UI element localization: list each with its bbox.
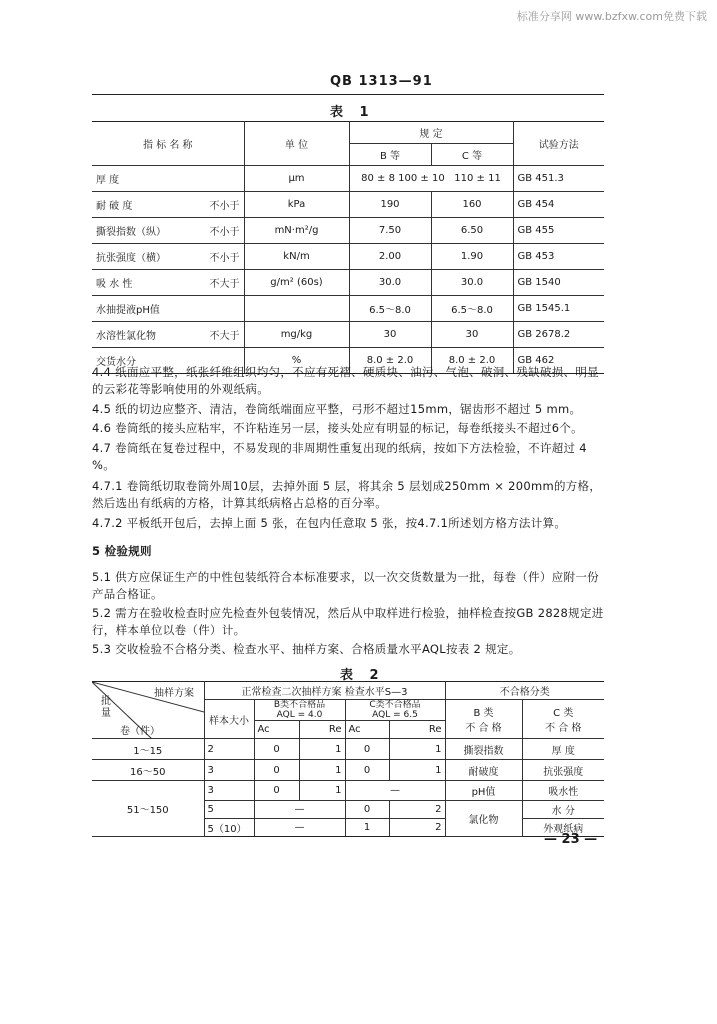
th-b-class-sub: 不 合 格 [465,723,502,734]
paragraph-4-7-1: 4.7.1 卷筒纸切取卷筒外周10层，去掉外面 5 层，将其余 5 层划成250mm × 200mm的方格，然后选出有纸病的方格，计算其纸病格占总格的百分率。 [92,479,602,510]
c-ac-cell: 0 [345,760,389,781]
method-cell: GB 462 [513,348,604,374]
th-b-ac: Ac [254,721,299,739]
indicator-name: 撕裂指数（纵） [96,227,166,238]
c-re-cell: 2 [389,819,445,837]
unit-cell: kPa [244,192,349,218]
c-ac-cell: 0 [345,739,389,760]
grade-c-cell: 30 [431,322,513,348]
th-method: 试验方法 [513,122,604,166]
table-row [92,296,604,322]
sample-size-cell: 3 [204,760,254,781]
th-b-class: B 类 [473,708,494,719]
sample-size-cell: 3 [204,781,254,801]
grade-c-cell: 6.5～8.0 [431,296,513,322]
sample-size-cell: 5 [204,801,254,819]
method-cell: GB 455 [513,218,604,244]
b-re-cell: 1 [299,781,345,801]
indicator-limit: 不大于 [209,331,240,342]
table-row [92,218,604,244]
batch-cell: 1～15 [92,739,204,760]
table1-title: 表 1 [330,105,375,120]
th-sample-size: 样本大小 [204,700,254,739]
paragraph-5-1: 5.1 供方应保证生产的中性包装纸符合本标准要求，以一次交货数量为一批，每卷（件）应附一份产品合格证。 [92,570,599,601]
indicator-name: 耐 破 度 [96,201,133,212]
unit-cell: g/m² (60s) [244,270,349,296]
table-row [92,760,604,781]
diagonal-header-cell [92,682,204,739]
unit-cell: % [244,348,349,374]
th-b-aql: AQL = 4.0 [276,710,323,720]
b-dash-cell: — [254,801,345,819]
grade-b-cell: 190 [349,192,431,218]
indicator-name: 交货水分 [96,357,136,368]
grade-c-cell: 110 ± 11 [454,173,501,184]
batch-cell: 16～50 [92,760,204,781]
th-c-aql: AQL = 6.5 [372,710,418,720]
method-cell: GB 1545.1 [513,296,604,322]
table-row [92,192,604,218]
th-c-class-sub: 不 合 格 [545,723,582,734]
b-ac-cell: 0 [254,760,299,781]
indicator-limit: 不小于 [209,201,240,212]
unit-cell [244,296,349,322]
batch-cell: 51～150 [92,781,204,837]
b-class-item: 氯化物 [445,801,522,837]
c-re-cell: 2 [389,801,445,819]
method-cell: GB 451.3 [513,166,604,192]
grade-b-cell: 8.0 ± 2.0 [349,348,431,374]
method-cell: GB 453 [513,244,604,270]
grade-b-cell: 7.50 [349,218,431,244]
unit-cell: kN/m [244,244,349,270]
grade-b-cell: 30 [349,322,431,348]
table-row [92,270,604,296]
b-re-cell: 1 [299,739,345,760]
th-unit: 单 位 [244,122,349,166]
c-ac-cell: 0 [345,801,389,819]
paragraph-5-2: 5.2 需方在验收检查时应先检查外包装情况，然后从中取样进行检验，抽样检查按GB 2828规定进行，样本单位以卷（件）计。 [92,606,604,637]
paragraph-4-4: 4.4 纸面应平整，纸张纤维组织均匀，不应有死褶、硬质块、油污、气泡、破洞、残缺破损、明显的云彩花等影响使用的外观纸病。 [92,365,599,396]
c-dash-cell: — [345,781,445,801]
c-class-item: 吸水性 [522,781,604,801]
c-class-item: 厚 度 [522,739,604,760]
th-grade-c: C 等 [431,144,513,166]
table-row [92,322,604,348]
grade-c-cell: 8.0 ± 2.0 [431,348,513,374]
indicator-name: 水溶性氯化物 [96,331,156,342]
c-re-cell: 1 [389,760,445,781]
th-b-re: Re [299,721,345,739]
th-grade-b: B 等 [349,144,431,166]
method-cell: GB 2678.2 [513,322,604,348]
paragraph-4-7-2: 4.7.2 平板纸开包后，去掉上面 5 张，在包内任意取 5 张，按4.7.1所述划方格方法计算。 [92,516,567,530]
grade-b-cell: 2.00 [349,244,431,270]
indicator-name: 抗张强度（横） [96,253,166,264]
header-rule [92,94,604,95]
unit-cell: μm [244,166,349,192]
indicator-limit: 不大于 [209,279,240,290]
page-number: — 23 — [544,832,598,847]
indicator-name: 厚 度 [96,175,120,186]
table-row [92,781,604,801]
b-class-item: pH值 [445,781,522,801]
th-c-re: Re [389,721,445,739]
table-row [92,166,604,192]
paragraph-5-3: 5.3 交收检验不合格分类、检查水平、抽样方案、合格质量水平AQL按表 2 规定。 [92,642,521,656]
th-b-nonconforming: B类不合格品 [273,700,326,710]
table2 [92,681,604,837]
b-class-item: 耐破度 [445,760,522,781]
indicator-name: 吸 水 性 [96,279,133,290]
diag-label-batch: 批 量 [101,696,111,719]
paragraph-4-5: 4.5 纸的切边应整齐、清洁，卷筒纸端面应平整，弓形不超过15mm，锯齿形不超过 5 mm。 [92,402,582,416]
paragraph-4-7: 4.7 卷筒纸在复卷过程中，不易发现的非周期性重复出现的纸病，按如下方法检验，不许超过 4 %。 [92,441,587,472]
grade-c-cell: 6.50 [431,218,513,244]
c-re-cell: 1 [389,739,445,760]
table-row [92,244,604,270]
th-c-nonconforming: C类不合格品 [369,700,421,710]
th-plan: 正常检查二次抽样方案 检查水平S—3 [204,682,445,700]
b-ac-cell: 0 [254,781,299,801]
th-c-ac: Ac [345,721,389,739]
c-class-item: 水 分 [522,801,604,819]
th-c-class: C 类 [553,708,574,719]
indicator-limit: 不小于 [209,227,240,238]
grade-c-cell: 1.90 [431,244,513,270]
grade-b-cell: 80 ± 8 100 ± 10 110 ± 11 [349,166,513,192]
b-class-item: 撕裂指数 [445,739,522,760]
th-indicator: 指 标 名 称 [92,122,244,166]
indicator-name: 水抽提液pH值 [96,305,160,316]
standard-number: QB 1313—91 [330,74,433,89]
table2-title: 表 2 [340,668,385,683]
section-heading-5: 5 检验规则 [92,544,152,558]
unit-cell: mN·m²/g [244,218,349,244]
b-re-cell: 1 [299,760,345,781]
sample-size-cell: 2 [204,739,254,760]
grade-c-cell: 30.0 [431,270,513,296]
unit-cell: mg/kg [244,322,349,348]
b-ac-cell: 0 [254,739,299,760]
th-spec: 规 定 [349,122,513,144]
diag-label-scheme: 抽样方案 [154,688,194,699]
indicator-limit: 不小于 [209,253,240,264]
c-class-item: 外观纸病 [522,819,604,837]
grade-c-cell: 160 [431,192,513,218]
grade-b-cell: 6.5～8.0 [349,296,431,322]
table-row [92,739,604,760]
diag-label-unit: 卷（件） [120,726,160,737]
b-dash-cell: — [254,819,345,837]
th-class: 不合格分类 [445,682,604,700]
table1 [92,121,604,374]
method-cell: GB 1540 [513,270,604,296]
sample-size-cell: 5（10） [204,819,254,837]
grade-b-cell: 30.0 [349,270,431,296]
watermark: 标准分享网 www.bzfxw.com免费下载 [516,10,707,23]
paragraph-4-6: 4.6 卷筒纸的接头应粘牢，不许粘连另一层，接头处应有明显的标记，每卷纸接头不超过6个。 [92,421,583,435]
c-ac-cell: 1 [345,819,389,837]
method-cell: GB 454 [513,192,604,218]
c-class-item: 抗张强度 [522,760,604,781]
